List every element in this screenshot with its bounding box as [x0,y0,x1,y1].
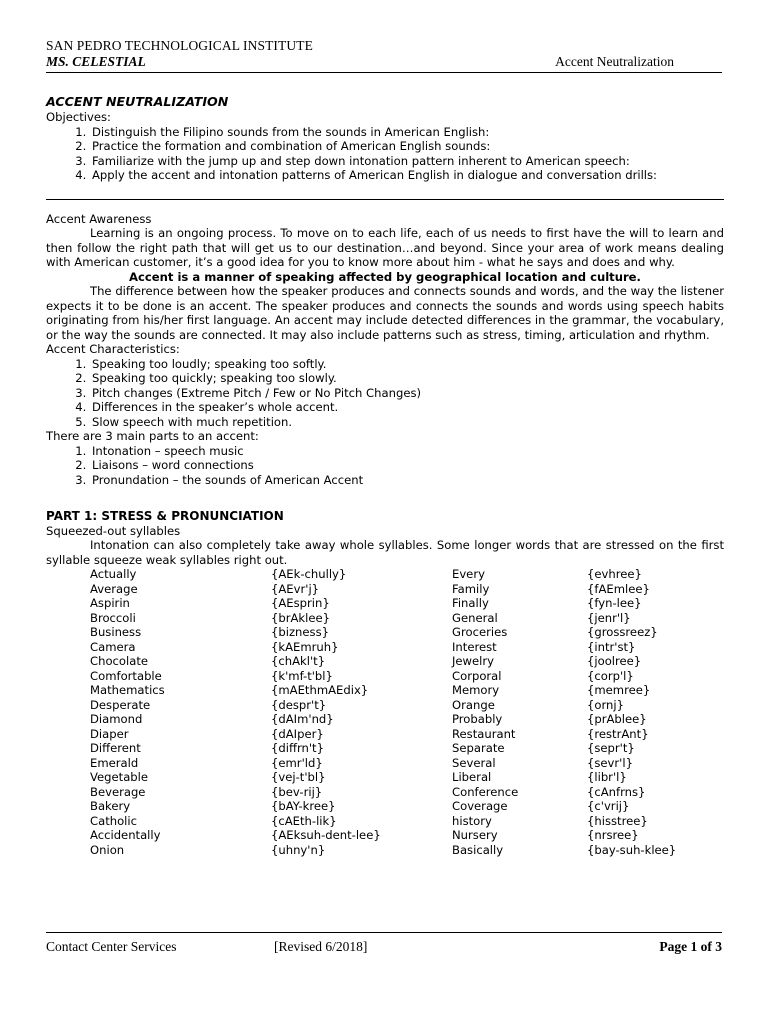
list-item: 3. Familiarize with the jump up and step down intonation pattern inherent to American speech: [90,154,724,169]
word-cell: {vej-t'bl} [271,770,326,784]
word-cell: {k'mf-t'bl} [271,668,333,683]
list-item: 1. Speaking too loudly; speaking too softly. [90,357,724,372]
footer-org: Contact Center Services [46,939,177,954]
word-cell: Catholic [90,813,138,828]
accent-definition: Accent is a manner of speaking affected by geographical location and culture. [129,269,641,284]
list-item: 2. Practice the formation and combination of American English sounds: [90,139,724,154]
word-cell: {bay-suh-klee} [587,842,677,857]
word-cell: Accidentally [90,828,161,842]
footer-revision: [Revised 6/2018] [274,939,368,954]
word-table [46,567,724,857]
word-cell: {AEk-chully} [271,567,347,581]
word-cell: {ornj} [587,697,624,712]
word-cell: Aspirin [90,596,130,610]
list-item: 4. Apply the accent and intonation patterns of American English in dialogue and conversation drills: [90,168,724,183]
word-cell: {AEvr'j} [271,581,320,596]
institute-name: SAN PEDRO TECHNOLOGICAL INSTITUTE [46,38,313,53]
word-cell: {c'vrij} [587,799,630,813]
page-current: 1 [690,939,698,954]
list-item: 3. Pronundation – the sounds of American Accent [90,473,724,488]
word-cell: {cAnfrns} [587,784,646,799]
word-cell: {prAblee} [587,712,647,726]
word-cell: {nrsree} [587,828,639,842]
word-cell: Broccoli [90,610,136,625]
word-cell: Camera [90,639,136,654]
word-cell: {corp'l} [587,668,634,683]
word-cell: Diaper [90,726,129,741]
word-cell: Orange [452,697,495,712]
page-of: of [697,939,716,954]
word-cell: {despr't} [271,697,327,712]
words-right-column [452,567,518,857]
word-cell: Several [452,755,496,770]
word-cell: {libr'l} [587,770,627,784]
word-cell: {chAkl't} [271,654,326,668]
word-cell: {bAY-kree} [271,799,336,813]
part1-heading: PART 1: STRESS & PRONUNCIATION [46,509,284,523]
word-cell: {intr'st} [587,639,636,654]
list-item: 2. Speaking too quickly; speaking too slowly. [90,371,724,386]
parts-list [46,444,724,488]
word-cell: {memree} [587,683,651,697]
word-cell: {brAklee} [271,610,331,625]
squeezed-label: Squeezed-out syllables [46,523,181,538]
objectives-label: Objectives: [46,110,111,124]
section-divider [46,199,724,200]
word-cell: Every [452,567,485,581]
word-cell: General [452,610,498,625]
word-cell: Restaurant [452,726,516,741]
word-cell: Finally [452,596,489,610]
word-cell: Actually [90,567,137,581]
word-cell: Vegetable [90,770,149,784]
awareness-paragraph: Learning is an ongoing process. To move on to each life, each of us needs to first have the will to learn and then follow the right path that will get us to our destination…and beyond. Since your area of work means dealing with American customer, it’s a good idea for you to know more about him - what he says and does and why. [46,226,724,269]
word-cell: Coverage [452,799,508,813]
parts-label: There are 3 main parts to an accent: [46,429,259,443]
word-cell: Average [90,581,138,596]
header-row [46,54,722,73]
word-cell: {AEksuh-dent-lee} [271,828,381,842]
word-cell: {sepr't} [587,741,635,755]
list-item: 1. Intonation – speech music [90,444,724,459]
teacher-name: MS. CELESTIAL [46,54,146,69]
list-item: 2. Liaisons – word connections [90,458,724,473]
word-cell: Memory [452,683,500,697]
word-cell: Interest [452,639,497,654]
document-title: ACCENT NEUTRALIZATION [46,94,229,109]
word-cell: Conference [452,784,519,799]
word-cell: Mathematics [90,683,165,697]
word-cell: Nursery [452,828,498,842]
word-cell: {bizness} [271,625,329,639]
word-cell: Bakery [90,799,131,813]
word-cell: {AEsprin} [271,596,330,610]
awareness-label: Accent Awareness [46,211,152,226]
characteristics-label: Accent Characteristics: [46,342,180,356]
word-cell: Liberal [452,770,492,784]
word-cell: {kAEmruh} [271,639,339,654]
word-cell: {joolree} [587,654,642,668]
word-cell: Separate [452,741,505,755]
word-cell: {mAEthmAEdix} [271,683,369,697]
page-number [659,939,722,955]
pron-left-column [271,567,381,857]
word-cell: {cAEth-lik} [271,813,337,828]
list-item: 3. Pitch changes (Extreme Pitch / Few or No Pitch Changes) [90,386,724,401]
word-cell: Emerald [90,755,139,770]
word-cell: {emr'ld} [271,755,323,770]
document-body [46,94,724,857]
word-cell: Business [90,625,142,639]
word-cell: {uhny'n} [271,842,326,857]
word-cell: Family [452,581,490,596]
word-cell: Corporal [452,668,502,683]
word-cell: {sevr'l} [587,755,633,770]
word-cell: {jenr'l} [587,610,631,625]
page-prefix: Page [659,939,691,954]
word-cell: Comfortable [90,668,162,683]
word-cell: Chocolate [90,654,149,668]
squeezed-paragraph: Intonation can also completely take away whole syllables. Some longer words that are stressed on the first syllable squeeze weak syllables right out. [46,538,724,567]
page-total: 3 [715,939,722,954]
word-cell: {dAIper} [271,726,324,741]
list-item: 5. Slow speech with much repetition. [90,415,724,430]
difference-paragraph: The difference between how the speaker produces and connects sounds and words, and the way the listener expects it to be done is an accent. The speaker produces and connects the sounds and words using speech habits originating from his/her first language. An accent may include detected differences in the grammar, the vocabulary, or the way the sounds are connected. It may also include patterns such as stress, timing, articulation and rhythm. [46,284,724,342]
word-cell: {fyn-lee} [587,596,642,610]
word-cell: history [452,813,492,828]
word-cell: Different [90,741,141,755]
subject-title: Accent Neutralization [555,54,674,69]
words-left-column [90,567,165,857]
word-cell: Desperate [90,697,151,712]
word-cell: {diffrn't} [271,741,324,755]
word-cell: {evhree} [587,567,642,581]
word-cell: Probably [452,712,503,726]
page-footer [46,932,722,953]
characteristics-list [46,357,724,430]
word-cell: {hisstree} [587,813,648,828]
word-cell: Diamond [90,712,143,726]
word-cell: Basically [452,842,504,857]
list-item: 1. Distinguish the Filipino sounds from the sounds in American English: [90,125,724,140]
pron-right-column [587,567,676,857]
word-cell: {grossreez} [587,625,658,639]
objectives-list [46,125,724,183]
word-cell: Groceries [452,625,508,639]
word-cell: {fAEmlee} [587,581,650,596]
word-cell: Onion [90,842,125,857]
list-item: 4. Differences in the speaker’s whole accent. [90,400,724,415]
word-cell: Beverage [90,784,146,799]
word-cell: {dAIm'nd} [271,712,334,726]
word-cell: {restrAnt} [587,726,649,741]
word-cell: Jewelry [452,654,495,668]
word-cell: {bev-rij} [271,784,323,799]
